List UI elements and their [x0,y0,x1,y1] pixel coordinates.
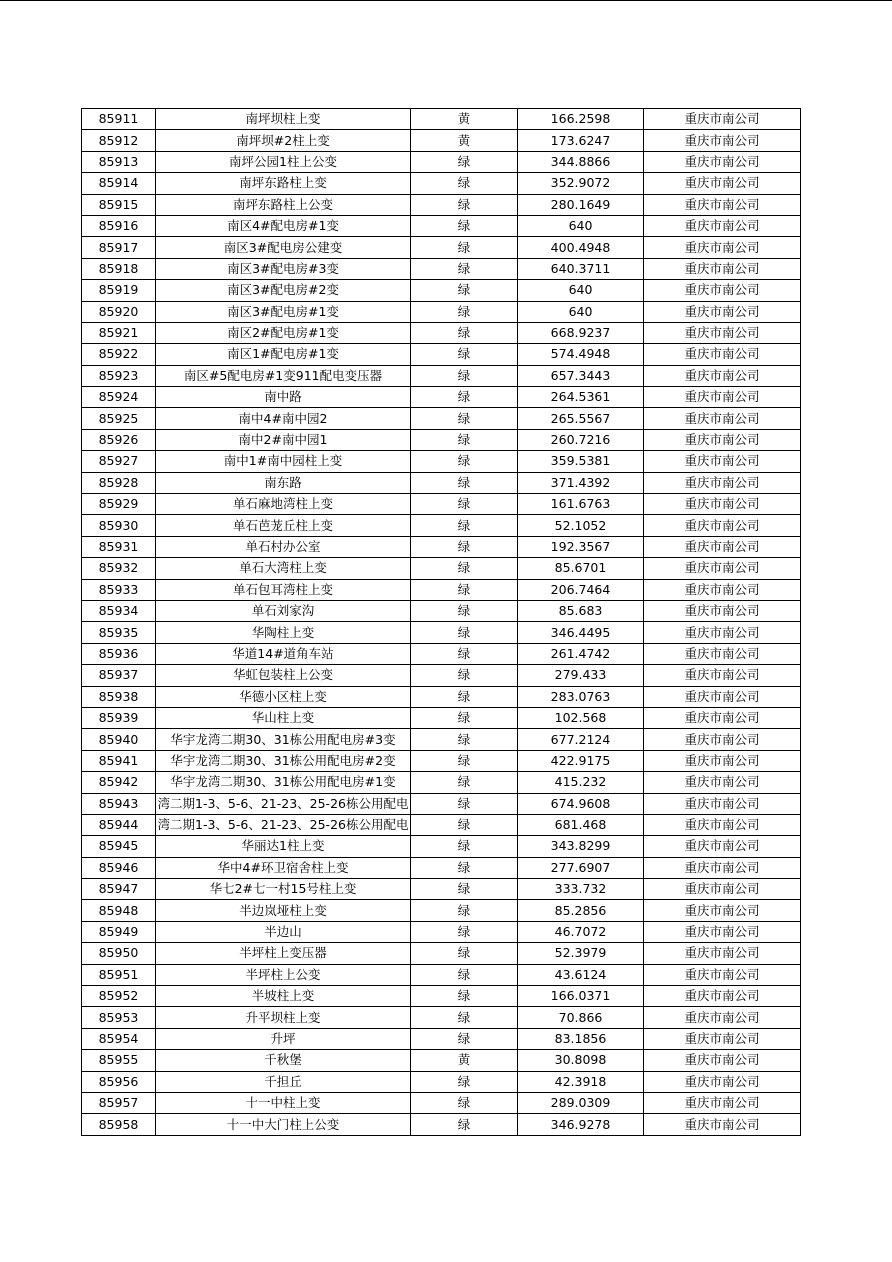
status-level-cell: 绿 [411,814,518,835]
row-id-cell: 85950 [82,943,156,964]
row-id-cell: 85919 [82,280,156,301]
status-level-cell: 绿 [411,173,518,194]
transformer-name-cell: 华宇龙湾二期30、31栋公用配电房#2变 [156,750,411,771]
transformer-name-cell: 南坪坝#2柱上变 [156,130,411,151]
transformer-name-cell: 南区3#配电房#2变 [156,280,411,301]
row-id-cell: 85916 [82,215,156,236]
transformer-name-cell: 南中4#南中园2 [156,408,411,429]
table-row [82,536,801,557]
row-id-cell: 85932 [82,558,156,579]
status-level-cell: 绿 [411,964,518,985]
status-level-cell: 绿 [411,729,518,750]
value-cell: 161.6763 [518,494,644,515]
company-cell: 重庆市南公司 [644,921,801,942]
row-id-cell: 85934 [82,600,156,621]
value-cell: 52.1052 [518,515,644,536]
status-level-cell: 绿 [411,365,518,386]
value-cell: 30.8098 [518,1050,644,1071]
value-cell: 346.4495 [518,622,644,643]
row-id-cell: 85940 [82,729,156,750]
transformer-name-cell: 南坪坝柱上变 [156,109,411,130]
table-row [82,151,801,172]
status-level-cell: 绿 [411,237,518,258]
transformer-name-cell: 南中1#南中园柱上变 [156,451,411,472]
table-row [82,130,801,151]
table-row [82,301,801,322]
row-id-cell: 85930 [82,515,156,536]
table-row [82,344,801,365]
transformer-name-cell: 半边山 [156,921,411,942]
status-level-cell: 绿 [411,943,518,964]
transformer-name-cell: 南区2#配电房#1变 [156,322,411,343]
value-cell: 415.232 [518,772,644,793]
status-level-cell: 绿 [411,643,518,664]
table-row [82,1028,801,1049]
value-cell: 359.5381 [518,451,644,472]
value-cell: 346.9278 [518,1114,644,1135]
value-cell: 85.2856 [518,900,644,921]
row-id-cell: 85917 [82,237,156,258]
transformer-name-cell: 华道14#道角车站 [156,643,411,664]
row-id-cell: 85927 [82,451,156,472]
status-level-cell: 绿 [411,836,518,857]
value-cell: 192.3567 [518,536,644,557]
company-cell: 重庆市南公司 [644,900,801,921]
transformer-name-cell: 南中路 [156,387,411,408]
row-id-cell: 85926 [82,429,156,450]
value-cell: 343.8299 [518,836,644,857]
value-cell: 166.0371 [518,986,644,1007]
status-level-cell: 绿 [411,986,518,1007]
row-id-cell: 85911 [82,109,156,130]
value-cell: 400.4948 [518,237,644,258]
table-row [82,472,801,493]
company-cell: 重庆市南公司 [644,600,801,621]
value-cell: 85.683 [518,600,644,621]
table-row [82,515,801,536]
value-cell: 422.9175 [518,750,644,771]
status-level-cell: 绿 [411,665,518,686]
transformer-name-cell: 湾二期1-3、5-6、21-23、25-26栋公用配电 [156,793,411,814]
company-cell: 重庆市南公司 [644,515,801,536]
transformer-name-cell: 南中2#南中园1 [156,429,411,450]
company-cell: 重庆市南公司 [644,793,801,814]
row-id-cell: 85943 [82,793,156,814]
table-row [82,387,801,408]
transformer-name-cell: 华陶柱上变 [156,622,411,643]
value-cell: 640 [518,301,644,322]
table-row [82,408,801,429]
status-level-cell: 绿 [411,387,518,408]
row-id-cell: 85914 [82,173,156,194]
value-cell: 261.4742 [518,643,644,664]
company-cell: 重庆市南公司 [644,387,801,408]
value-cell: 681.468 [518,814,644,835]
page-top-border [0,0,892,1]
transformer-name-cell: 千担丘 [156,1071,411,1092]
company-cell: 重庆市南公司 [644,151,801,172]
transformer-name-cell: 南区#5配电房#1变911配电变压器 [156,365,411,386]
transformer-name-cell: 南区3#配电房#3变 [156,258,411,279]
row-id-cell: 85923 [82,365,156,386]
value-cell: 574.4948 [518,344,644,365]
table-row [82,237,801,258]
company-cell: 重庆市南公司 [644,579,801,600]
status-level-cell: 绿 [411,280,518,301]
status-level-cell: 绿 [411,686,518,707]
row-id-cell: 85954 [82,1028,156,1049]
row-id-cell: 85931 [82,536,156,557]
value-cell: 371.4392 [518,472,644,493]
row-id-cell: 85933 [82,579,156,600]
row-id-cell: 85952 [82,986,156,1007]
transformer-name-cell: 华虹包装柱上公变 [156,665,411,686]
status-level-cell: 绿 [411,879,518,900]
table-row [82,964,801,985]
table-row [82,857,801,878]
table-row [82,814,801,835]
table-row [82,729,801,750]
value-cell: 46.7072 [518,921,644,942]
table-row [82,600,801,621]
transformer-name-cell: 南坪东路柱上变 [156,173,411,194]
row-id-cell: 85929 [82,494,156,515]
company-cell: 重庆市南公司 [644,665,801,686]
table-row [82,1050,801,1071]
row-id-cell: 85953 [82,1007,156,1028]
transformer-name-cell: 单石大湾柱上变 [156,558,411,579]
table-row [82,194,801,215]
value-cell: 674.9608 [518,793,644,814]
table-row [82,793,801,814]
row-id-cell: 85921 [82,322,156,343]
value-cell: 640 [518,215,644,236]
value-cell: 352.9072 [518,173,644,194]
status-level-cell: 绿 [411,451,518,472]
status-level-cell: 黄 [411,130,518,151]
row-id-cell: 85924 [82,387,156,408]
company-cell: 重庆市南公司 [644,1092,801,1113]
company-cell: 重庆市南公司 [644,1050,801,1071]
company-cell: 重庆市南公司 [644,643,801,664]
row-id-cell: 85937 [82,665,156,686]
table-row [82,1007,801,1028]
value-cell: 640 [518,280,644,301]
company-cell: 重庆市南公司 [644,686,801,707]
value-cell: 206.7464 [518,579,644,600]
table-row [82,558,801,579]
table-row [82,1092,801,1113]
status-level-cell: 绿 [411,515,518,536]
table-row [82,280,801,301]
transformer-name-cell: 单石包耳湾柱上变 [156,579,411,600]
value-cell: 280.1649 [518,194,644,215]
table-row [82,322,801,343]
row-id-cell: 85956 [82,1071,156,1092]
row-id-cell: 85955 [82,1050,156,1071]
row-id-cell: 85957 [82,1092,156,1113]
row-id-cell: 85939 [82,707,156,728]
transformer-name-cell: 南区1#配电房#1变 [156,344,411,365]
company-cell: 重庆市南公司 [644,429,801,450]
company-cell: 重庆市南公司 [644,879,801,900]
status-level-cell: 黄 [411,109,518,130]
value-cell: 102.568 [518,707,644,728]
table-row [82,686,801,707]
value-cell: 640.3711 [518,258,644,279]
table-row [82,643,801,664]
row-id-cell: 85922 [82,344,156,365]
row-id-cell: 85913 [82,151,156,172]
value-cell: 43.6124 [518,964,644,985]
transformer-name-cell: 单石村办公室 [156,536,411,557]
table-row [82,900,801,921]
company-cell: 重庆市南公司 [644,365,801,386]
transformer-name-cell: 华宇龙湾二期30、31栋公用配电房#1变 [156,772,411,793]
table-row [82,772,801,793]
row-id-cell: 85946 [82,857,156,878]
status-level-cell: 绿 [411,151,518,172]
company-cell: 重庆市南公司 [644,943,801,964]
transformer-name-cell: 千秋堡 [156,1050,411,1071]
value-cell: 677.2124 [518,729,644,750]
status-level-cell: 绿 [411,322,518,343]
status-level-cell: 绿 [411,472,518,493]
value-cell: 283.0763 [518,686,644,707]
transformer-name-cell: 华丽达1柱上变 [156,836,411,857]
table-row [82,494,801,515]
transformer-name-cell: 南坪公园1柱上公变 [156,151,411,172]
company-cell: 重庆市南公司 [644,451,801,472]
table-row [82,707,801,728]
transformer-name-cell: 华宇龙湾二期30、31栋公用配电房#3变 [156,729,411,750]
table-row [82,173,801,194]
table-row [82,429,801,450]
status-level-cell: 绿 [411,857,518,878]
transformer-name-cell: 华山柱上变 [156,707,411,728]
status-level-cell: 绿 [411,1092,518,1113]
status-level-cell: 绿 [411,429,518,450]
company-cell: 重庆市南公司 [644,173,801,194]
company-cell: 重庆市南公司 [644,1071,801,1092]
company-cell: 重庆市南公司 [644,857,801,878]
status-level-cell: 绿 [411,215,518,236]
status-level-cell: 黄 [411,1050,518,1071]
status-level-cell: 绿 [411,408,518,429]
row-id-cell: 85938 [82,686,156,707]
data-table [81,108,801,1136]
table-row [82,665,801,686]
transformer-name-cell: 单石芭茏丘柱上变 [156,515,411,536]
company-cell: 重庆市南公司 [644,472,801,493]
company-cell: 重庆市南公司 [644,130,801,151]
company-cell: 重庆市南公司 [644,707,801,728]
company-cell: 重庆市南公司 [644,536,801,557]
table-row [82,750,801,771]
status-level-cell: 绿 [411,772,518,793]
status-level-cell: 绿 [411,1114,518,1135]
transformer-name-cell: 湾二期1-3、5-6、21-23、25-26栋公用配电 [156,814,411,835]
table-row [82,879,801,900]
value-cell: 668.9237 [518,322,644,343]
status-level-cell: 绿 [411,194,518,215]
value-cell: 265.5567 [518,408,644,429]
status-level-cell: 绿 [411,558,518,579]
value-cell: 42.3918 [518,1071,644,1092]
status-level-cell: 绿 [411,921,518,942]
company-cell: 重庆市南公司 [644,237,801,258]
table-row [82,258,801,279]
table-row [82,1071,801,1092]
transformer-name-cell: 华七2#七一村15号柱上变 [156,879,411,900]
table-body [82,109,801,1136]
transformer-name-cell: 南区3#配电房公建变 [156,237,411,258]
row-id-cell: 85935 [82,622,156,643]
value-cell: 52.3979 [518,943,644,964]
company-cell: 重庆市南公司 [644,814,801,835]
status-level-cell: 绿 [411,1028,518,1049]
transformer-name-cell: 半坡柱上变 [156,986,411,1007]
status-level-cell: 绿 [411,793,518,814]
row-id-cell: 85944 [82,814,156,835]
table-row [82,1114,801,1135]
row-id-cell: 85912 [82,130,156,151]
table-row [82,943,801,964]
company-cell: 重庆市南公司 [644,215,801,236]
status-level-cell: 绿 [411,707,518,728]
value-cell: 70.866 [518,1007,644,1028]
table-row [82,579,801,600]
company-cell: 重庆市南公司 [644,322,801,343]
row-id-cell: 85936 [82,643,156,664]
company-cell: 重庆市南公司 [644,408,801,429]
value-cell: 277.6907 [518,857,644,878]
row-id-cell: 85958 [82,1114,156,1135]
company-cell: 重庆市南公司 [644,344,801,365]
transformer-name-cell: 单石麻地湾柱上变 [156,494,411,515]
row-id-cell: 85949 [82,921,156,942]
table-row [82,365,801,386]
transformer-name-cell: 华中4#环卫宿舍柱上变 [156,857,411,878]
status-level-cell: 绿 [411,750,518,771]
row-id-cell: 85925 [82,408,156,429]
status-level-cell: 绿 [411,1007,518,1028]
row-id-cell: 85951 [82,964,156,985]
row-id-cell: 85948 [82,900,156,921]
company-cell: 重庆市南公司 [644,1028,801,1049]
status-level-cell: 绿 [411,344,518,365]
status-level-cell: 绿 [411,622,518,643]
status-level-cell: 绿 [411,900,518,921]
company-cell: 重庆市南公司 [644,836,801,857]
table-row [82,215,801,236]
transformer-name-cell: 半坪柱上公变 [156,964,411,985]
value-cell: 657.3443 [518,365,644,386]
transformer-name-cell: 华德小区柱上变 [156,686,411,707]
status-level-cell: 绿 [411,494,518,515]
transformer-name-cell: 南东路 [156,472,411,493]
company-cell: 重庆市南公司 [644,280,801,301]
company-cell: 重庆市南公司 [644,772,801,793]
transformer-name-cell: 升坪 [156,1028,411,1049]
company-cell: 重庆市南公司 [644,986,801,1007]
transformer-name-cell: 半坪柱上变压器 [156,943,411,964]
row-id-cell: 85928 [82,472,156,493]
row-id-cell: 85915 [82,194,156,215]
company-cell: 重庆市南公司 [644,1114,801,1135]
table-row [82,986,801,1007]
value-cell: 333.732 [518,879,644,900]
table-row [82,836,801,857]
company-cell: 重庆市南公司 [644,301,801,322]
transformer-name-cell: 半边岚垭柱上变 [156,900,411,921]
status-level-cell: 绿 [411,258,518,279]
value-cell: 344.8866 [518,151,644,172]
table-row [82,451,801,472]
value-cell: 166.2598 [518,109,644,130]
company-cell: 重庆市南公司 [644,494,801,515]
status-level-cell: 绿 [411,301,518,322]
transformer-name-cell: 南坪东路柱上公变 [156,194,411,215]
transformer-name-cell: 单石刘家沟 [156,600,411,621]
status-level-cell: 绿 [411,1071,518,1092]
value-cell: 173.6247 [518,130,644,151]
row-id-cell: 85918 [82,258,156,279]
status-level-cell: 绿 [411,600,518,621]
row-id-cell: 85945 [82,836,156,857]
company-cell: 重庆市南公司 [644,1007,801,1028]
value-cell: 289.0309 [518,1092,644,1113]
company-cell: 重庆市南公司 [644,750,801,771]
table-row [82,921,801,942]
value-cell: 260.7216 [518,429,644,450]
status-level-cell: 绿 [411,536,518,557]
company-cell: 重庆市南公司 [644,964,801,985]
status-level-cell: 绿 [411,579,518,600]
table-row [82,109,801,130]
value-cell: 279.433 [518,665,644,686]
value-cell: 83.1856 [518,1028,644,1049]
row-id-cell: 85941 [82,750,156,771]
table-row [82,622,801,643]
company-cell: 重庆市南公司 [644,258,801,279]
value-cell: 85.6701 [518,558,644,579]
row-id-cell: 85947 [82,879,156,900]
transformer-name-cell: 升平坝柱上变 [156,1007,411,1028]
row-id-cell: 85942 [82,772,156,793]
company-cell: 重庆市南公司 [644,194,801,215]
row-id-cell: 85920 [82,301,156,322]
transformer-name-cell: 十一中柱上变 [156,1092,411,1113]
company-cell: 重庆市南公司 [644,558,801,579]
transformer-name-cell: 南区4#配电房#1变 [156,215,411,236]
company-cell: 重庆市南公司 [644,109,801,130]
company-cell: 重庆市南公司 [644,729,801,750]
transformer-name-cell: 南区3#配电房#1变 [156,301,411,322]
company-cell: 重庆市南公司 [644,622,801,643]
transformer-name-cell: 十一中大门柱上公变 [156,1114,411,1135]
value-cell: 264.5361 [518,387,644,408]
